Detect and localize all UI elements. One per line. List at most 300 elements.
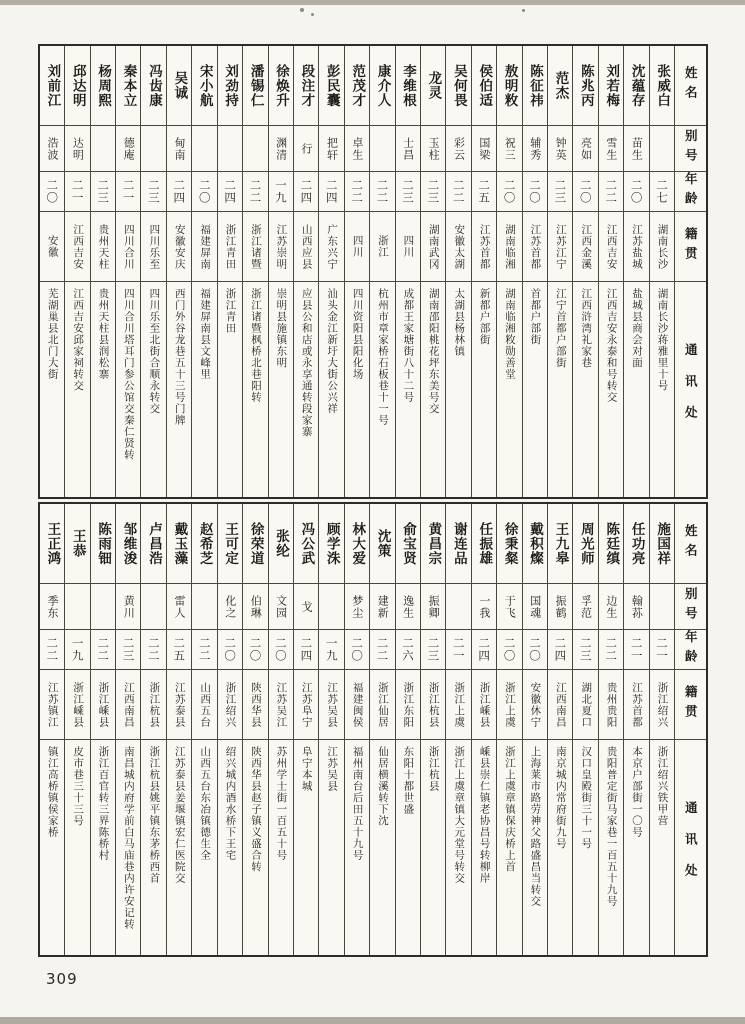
address-cell [40, 740, 64, 955]
entry-column [191, 504, 216, 955]
name-cell [650, 504, 674, 584]
entry-column [242, 504, 267, 955]
name-cell-text: 任振雄 [476, 521, 493, 566]
age-cell [624, 172, 648, 212]
address-cell-text: 芜湖巢县北门大街 [46, 288, 59, 380]
entry-column [445, 46, 470, 497]
native-place-cell-text: 江西吉安 [72, 223, 85, 270]
native-place-cell [370, 670, 394, 740]
age-cell [192, 172, 216, 212]
scan-speck [522, 9, 525, 12]
age-cell [294, 630, 318, 670]
name-cell-text: 戴玉藻 [171, 521, 188, 566]
address-cell [497, 740, 521, 955]
native-place-cell-text: 山西应县 [300, 223, 313, 270]
scan-speck [311, 13, 314, 16]
name-cell-text: 徐荣道 [247, 521, 264, 566]
age-cell [548, 630, 572, 670]
alias-cell [421, 126, 445, 172]
address-cell-text: 汉口皇殿街三十一号 [580, 746, 593, 850]
row-header-age-text: 年龄 [683, 172, 699, 211]
directory-table-top [38, 44, 708, 499]
alias-cell-text: 季东 [45, 594, 59, 619]
alias-cell-text: 国魂 [528, 594, 542, 619]
native-place-cell [65, 670, 89, 740]
alias-cell [573, 584, 597, 630]
address-cell [396, 740, 420, 955]
alias-cell-text: 文园 [274, 594, 288, 619]
name-cell [65, 46, 89, 126]
address-cell [319, 282, 343, 497]
alias-cell [624, 126, 648, 172]
name-cell-text: 吴何畏 [450, 63, 467, 108]
age-cell [65, 172, 89, 212]
native-place-cell-text: 四川 [402, 235, 415, 258]
age-cell-text: 二二 [45, 637, 60, 662]
address-cell-text: 太湖县杨林镇 [453, 288, 466, 357]
alias-cell-text: 于飞 [503, 594, 517, 619]
scan-edge-bottom [0, 1017, 745, 1024]
address-cell-text: 新都户部街 [478, 288, 491, 346]
alias-cell [40, 126, 64, 172]
alias-cell [141, 126, 165, 172]
alias-cell [319, 126, 343, 172]
entry-column [572, 504, 597, 955]
name-cell [472, 504, 496, 584]
address-cell [91, 740, 115, 955]
age-cell [167, 630, 191, 670]
age-cell [472, 172, 496, 212]
native-place-cell [573, 212, 597, 282]
native-place-cell-text: 江西吉安 [605, 223, 618, 270]
name-cell-text: 张纶 [272, 529, 289, 558]
alias-cell [269, 126, 293, 172]
address-cell-text: 浙江上虞章镇大元堂号转交 [453, 746, 466, 884]
native-place-cell [167, 212, 191, 282]
address-cell [294, 282, 318, 497]
address-cell [116, 282, 140, 497]
alias-cell [345, 126, 369, 172]
row-header-native-text: 籍贯 [683, 227, 699, 266]
address-cell-text: 四川资阳县阳化场 [351, 288, 364, 380]
alias-cell [192, 126, 216, 172]
alias-cell-text: 伯琳 [249, 594, 263, 619]
age-cell [573, 172, 597, 212]
name-cell [573, 46, 597, 126]
address-cell-text: 崇明县施镇东明 [275, 288, 288, 369]
age-cell-text: 二三 [553, 179, 568, 204]
alias-cell-text: 达明 [71, 136, 85, 161]
native-place-cell-text: 山西五台 [199, 681, 212, 728]
address-cell-text: 贵阳普定街马家巷一百五十九号 [605, 746, 618, 907]
age-cell [116, 172, 140, 212]
native-place-cell-text: 浙江诸暨 [249, 223, 262, 270]
age-cell-text: 二〇 [502, 637, 517, 662]
alias-cell [599, 126, 623, 172]
alias-cell-text: 祝三 [503, 136, 517, 161]
age-cell-text: 二〇 [197, 179, 212, 204]
name-cell-text: 戴积燦 [527, 521, 544, 566]
age-cell-text: 一九 [324, 637, 339, 662]
name-cell-text: 徐秉粲 [501, 521, 518, 566]
name-cell [91, 46, 115, 126]
native-place-cell [65, 212, 89, 282]
age-cell [218, 630, 242, 670]
alias-cell [421, 584, 445, 630]
age-cell-text: 二一 [629, 637, 644, 662]
alias-cell-text: 士昌 [401, 136, 415, 161]
name-cell [599, 46, 623, 126]
name-cell [421, 504, 445, 584]
alias-cell-text: 亮如 [579, 136, 593, 161]
name-cell-text: 周光师 [577, 521, 594, 566]
address-cell-text: 福州南台后田五十九号 [351, 746, 364, 861]
age-cell [192, 630, 216, 670]
name-cell-text: 邹维浚 [120, 521, 137, 566]
alias-cell-text: 玉柱 [427, 136, 441, 161]
alias-cell-text: 一我 [477, 594, 491, 619]
age-cell-text: 二五 [172, 637, 187, 662]
scan-speck [300, 8, 304, 12]
native-place-cell-text: 江苏首都 [631, 681, 644, 728]
entry-column [191, 46, 216, 497]
alias-cell [319, 584, 343, 630]
name-cell-text: 施国祥 [654, 521, 671, 566]
age-cell-text: 二〇 [223, 637, 238, 662]
address-cell-text: 江西浒湾礼家巷 [580, 288, 593, 369]
age-cell-text: 二二 [375, 637, 390, 662]
entry-column [90, 46, 115, 497]
address-cell-text: 东阳十都世盛 [402, 746, 415, 815]
alias-cell [599, 584, 623, 630]
native-place-cell [91, 670, 115, 740]
alias-cell [370, 584, 394, 630]
age-cell [370, 630, 394, 670]
entry-column [649, 46, 674, 497]
name-cell-text: 沈蕴存 [628, 63, 645, 108]
native-place-cell [523, 212, 547, 282]
address-cell [599, 740, 623, 955]
age-cell-text: 二二 [451, 179, 466, 204]
row-header-age [675, 630, 706, 670]
address-cell [345, 282, 369, 497]
age-cell [243, 172, 267, 212]
name-cell [294, 46, 318, 126]
native-place-cell-text: 江西南昌 [122, 681, 135, 728]
age-cell [472, 630, 496, 670]
alias-cell-text: 建新 [376, 594, 390, 619]
address-cell-text: 仙居横溪转下沈 [376, 746, 389, 827]
name-cell-text: 林大爱 [349, 521, 366, 566]
alias-cell-text: 戈 [300, 600, 314, 613]
entry-column [522, 46, 547, 497]
age-cell-text: 二〇 [502, 179, 517, 204]
age-cell-text: 二四 [172, 179, 187, 204]
age-cell-text: 二三 [96, 179, 111, 204]
age-cell [243, 630, 267, 670]
name-cell [370, 504, 394, 584]
native-place-cell-text: 江苏崇明 [275, 223, 288, 270]
address-cell [370, 282, 394, 497]
name-cell [116, 46, 140, 126]
age-cell [269, 630, 293, 670]
alias-cell-text: 甸南 [173, 136, 187, 161]
name-cell [192, 504, 216, 584]
address-cell-text: 江西吉安永泰和号转交 [605, 288, 618, 403]
age-cell-text: 二〇 [273, 637, 288, 662]
native-place-cell [446, 670, 470, 740]
age-cell [65, 630, 89, 670]
address-cell-text: 绍兴城内酒水桥下王宅 [224, 746, 237, 861]
row-header-address-text: 通讯处 [683, 342, 699, 437]
entry-column [471, 504, 496, 955]
address-cell [141, 740, 165, 955]
age-cell-text: 二〇 [629, 179, 644, 204]
address-cell [523, 740, 547, 955]
age-cell-text: 二二 [604, 179, 619, 204]
age-cell [650, 630, 674, 670]
address-cell-text: 浙江绍兴铁甲营 [656, 746, 669, 827]
name-cell-text: 刘若梅 [603, 63, 620, 108]
name-cell-text: 任功亮 [628, 521, 645, 566]
entry-column [623, 46, 648, 497]
age-cell-text: 二二 [350, 179, 365, 204]
alias-cell-text: 钟英 [554, 136, 568, 161]
native-place-cell-text: 浙江青田 [224, 223, 237, 270]
alias-cell [167, 126, 191, 172]
name-cell [396, 46, 420, 126]
name-cell [421, 46, 445, 126]
alias-cell-text: 振卿 [427, 594, 441, 619]
name-cell [218, 504, 242, 584]
entry-column [547, 46, 572, 497]
name-cell [446, 46, 470, 126]
native-place-cell-text: 江苏盐城 [631, 223, 644, 270]
age-cell-text: 二二 [248, 179, 263, 204]
alias-cell-text: 国梁 [477, 136, 491, 161]
age-cell [523, 630, 547, 670]
native-place-cell-text: 安徽 [46, 235, 59, 258]
address-cell-text: 浙江杭县 [427, 746, 440, 792]
alias-cell-text: 雪生 [604, 136, 618, 161]
alias-cell [243, 126, 267, 172]
address-cell-text: 贵州天柱县润松寨 [97, 288, 110, 380]
address-cell-text: 上海莱市路劳神父路盛昌当转交 [529, 746, 542, 907]
native-place-cell-text: 江苏吴江 [275, 681, 288, 728]
entry-column [369, 504, 394, 955]
entry-column [395, 46, 420, 497]
native-place-cell-text: 贵州贵阳 [605, 681, 618, 728]
address-cell [573, 740, 597, 955]
address-cell-text: 汕头金江新圩大街公兴祥 [326, 288, 339, 415]
age-cell-text: 二三 [426, 179, 441, 204]
alias-cell [370, 126, 394, 172]
alias-cell-text: 梦尘 [350, 594, 364, 619]
native-place-cell [294, 670, 318, 740]
name-cell [472, 46, 496, 126]
name-cell [497, 504, 521, 584]
native-place-cell-text: 江苏阜宁 [300, 681, 313, 728]
alias-cell [497, 584, 521, 630]
age-cell [421, 172, 445, 212]
name-cell [218, 46, 242, 126]
alias-cell [91, 126, 115, 172]
row-header-age [675, 172, 706, 212]
name-cell-text: 黄昌宗 [425, 521, 442, 566]
alias-cell [497, 126, 521, 172]
alias-cell [573, 126, 597, 172]
name-cell [573, 504, 597, 584]
native-place-cell [650, 212, 674, 282]
name-cell [624, 46, 648, 126]
native-place-cell [650, 670, 674, 740]
age-cell-text: 二〇 [527, 179, 542, 204]
name-cell-text: 杨周熙 [95, 63, 112, 108]
name-cell-text: 潘锡仁 [247, 63, 264, 108]
page-number: 309 [46, 970, 78, 988]
alias-cell-text: 振鹤 [554, 594, 568, 619]
alias-cell [243, 584, 267, 630]
native-place-cell [396, 670, 420, 740]
entry-column [369, 46, 394, 497]
name-cell-text: 宋小航 [196, 63, 213, 108]
native-place-cell [599, 212, 623, 282]
name-cell-text: 李维根 [400, 63, 417, 108]
address-cell [650, 740, 674, 955]
name-cell [319, 504, 343, 584]
age-cell-text: 二三 [121, 637, 136, 662]
address-cell-text: 阜宁本城 [300, 746, 313, 792]
name-cell-text: 王九皋 [552, 521, 569, 566]
native-place-cell-text: 安徽安庆 [173, 223, 186, 270]
native-place-cell-text: 福建屏南 [199, 223, 212, 270]
address-cell-text: 西门外谷龙巷五十三号门牌 [173, 288, 186, 426]
age-cell [396, 172, 420, 212]
address-cell [421, 282, 445, 497]
alias-cell [624, 584, 648, 630]
age-cell-text: 二一 [451, 637, 466, 662]
native-place-cell [497, 670, 521, 740]
entry-column [115, 46, 140, 497]
name-cell [116, 504, 140, 584]
alias-cell [294, 584, 318, 630]
age-cell-text: 二四 [223, 179, 238, 204]
name-cell [599, 504, 623, 584]
native-place-cell [345, 670, 369, 740]
name-cell-text: 龙灵 [425, 71, 442, 100]
age-cell [167, 172, 191, 212]
entry-column [496, 504, 521, 955]
name-cell-text: 陈雨钿 [95, 521, 112, 566]
native-place-cell [421, 212, 445, 282]
native-place-cell-text: 江苏首都 [529, 223, 542, 270]
name-cell [370, 46, 394, 126]
alias-cell [523, 584, 547, 630]
name-cell-text: 徐焕升 [272, 63, 289, 108]
native-place-cell-text: 浙江绍兴 [224, 681, 237, 728]
address-cell-text: 嵊县崇仁镇老协昌号转柳岸 [478, 746, 491, 884]
alias-cell [40, 584, 64, 630]
address-cell [446, 282, 470, 497]
alias-cell [446, 126, 470, 172]
native-place-cell-text: 江苏吴县 [326, 681, 339, 728]
entry-column [420, 46, 445, 497]
age-cell-text: 二二 [146, 637, 161, 662]
address-cell-text: 湖南长沙蒋雅里十号 [656, 288, 669, 392]
alias-cell [446, 584, 470, 630]
age-cell [345, 630, 369, 670]
native-place-cell [141, 212, 165, 282]
native-place-cell-text: 贵州天柱 [97, 223, 110, 270]
entry-column [344, 504, 369, 955]
address-cell [269, 740, 293, 955]
native-place-cell [116, 212, 140, 282]
name-cell [40, 504, 64, 584]
address-cell [548, 282, 572, 497]
name-cell-text: 侯伯适 [476, 63, 493, 108]
native-place-cell-text: 四川乐至 [148, 223, 161, 270]
name-cell-text: 王正鸿 [44, 521, 61, 566]
entry-column [572, 46, 597, 497]
address-cell [396, 282, 420, 497]
native-place-cell [116, 670, 140, 740]
row-header-native [675, 670, 706, 740]
native-place-cell [497, 212, 521, 282]
name-cell-text: 吴诚 [171, 71, 188, 100]
native-place-cell [218, 212, 242, 282]
name-cell-text: 沈策 [374, 529, 391, 558]
age-cell [624, 630, 648, 670]
name-cell [345, 46, 369, 126]
name-cell-text: 邱达明 [69, 63, 86, 108]
age-cell [319, 630, 343, 670]
alias-cell [269, 584, 293, 630]
age-cell [523, 172, 547, 212]
alias-cell-text: 卓生 [350, 136, 364, 161]
native-place-cell-text: 浙江上虞 [504, 681, 517, 728]
alias-cell [65, 584, 89, 630]
entry-column [649, 504, 674, 955]
address-cell [167, 282, 191, 497]
address-cell [243, 740, 267, 955]
age-cell [599, 630, 623, 670]
native-place-cell-text: 广东兴宁 [326, 223, 339, 270]
native-place-cell [269, 212, 293, 282]
address-cell-text: 应县公和店或永享通转段家寨 [300, 288, 313, 438]
address-cell [91, 282, 115, 497]
native-place-cell [548, 670, 572, 740]
native-place-cell-text: 江西金溪 [580, 223, 593, 270]
entry-column [268, 504, 293, 955]
entry-column [318, 504, 343, 955]
age-cell-text: 二六 [400, 637, 415, 662]
entry-column [166, 504, 191, 955]
address-cell-text: 江苏吴县 [326, 746, 339, 792]
address-cell [167, 740, 191, 955]
name-cell [167, 46, 191, 126]
native-place-cell [446, 212, 470, 282]
address-cell-text: 浙江百官转三界陈桥村 [97, 746, 110, 861]
name-cell [141, 46, 165, 126]
alias-cell-text: 把轩 [325, 136, 339, 161]
age-cell-text: 二二 [604, 637, 619, 662]
age-cell-text: 二三 [400, 179, 415, 204]
native-place-cell [472, 670, 496, 740]
native-place-cell-text: 浙江 [376, 235, 389, 258]
alias-cell-text: 边生 [604, 594, 618, 619]
age-cell-text: 二五 [477, 179, 492, 204]
row-header-name-text: 姓名 [683, 524, 699, 563]
